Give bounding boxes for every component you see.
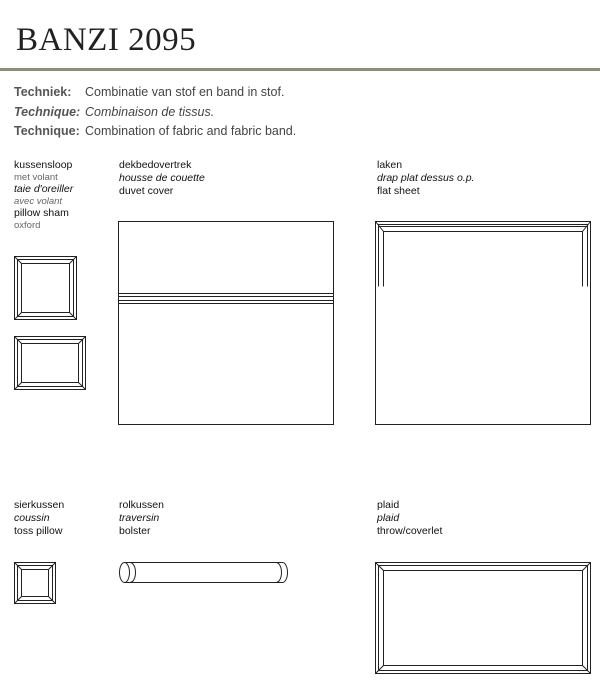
label-fr: coussin — [14, 512, 50, 524]
label-fr: taie d'oreiller — [14, 183, 74, 195]
toss-pillow-drawing — [15, 563, 56, 604]
label-nl: dekbedovertrek — [119, 159, 192, 171]
label-nl-sub: met volant — [14, 172, 58, 183]
technique-label-nl: Techniek: — [14, 85, 72, 99]
label-nl: plaid — [377, 499, 400, 511]
technique-text-nl: Combinatie van stof en band in stof. — [85, 85, 285, 99]
technique-text-fr: Combinaison de tissus. — [85, 105, 215, 119]
label-fr: plaid — [377, 512, 400, 524]
technique-label-en: Technique: — [14, 124, 80, 138]
label-fr: drap plat dessus o.p. — [377, 172, 475, 184]
label-fr-sub: avec volant — [14, 196, 63, 207]
label-en: toss pillow — [14, 525, 63, 537]
technique-text-en: Combination of fabric and fabric band. — [85, 124, 297, 138]
label-en: throw/coverlet — [377, 525, 443, 537]
label-nl: rolkussen — [119, 499, 164, 511]
technique-label-fr: Technique: — [14, 105, 81, 119]
label-en: bolster — [119, 525, 151, 537]
label-nl: laken — [377, 159, 403, 171]
label-en: pillow sham — [14, 207, 69, 219]
bolster-drawing — [120, 563, 288, 583]
label-en-sub: oxford — [14, 220, 41, 231]
flat-sheet-drawing — [376, 222, 591, 425]
label-en: flat sheet — [377, 185, 420, 197]
label-fr: traversin — [119, 512, 160, 524]
label-nl: sierkussen — [14, 499, 65, 511]
label-fr: housse de couette — [119, 172, 205, 184]
pillow-sham-oblong-drawing — [15, 337, 86, 390]
label-en: duvet cover — [119, 185, 174, 197]
duvet-cover-drawing — [119, 222, 334, 425]
pillow-sham-square-drawing — [15, 257, 77, 320]
page-title: BANZI 2095 — [16, 22, 197, 58]
throw-drawing — [376, 563, 591, 674]
label-nl: kussensloop — [14, 159, 73, 171]
